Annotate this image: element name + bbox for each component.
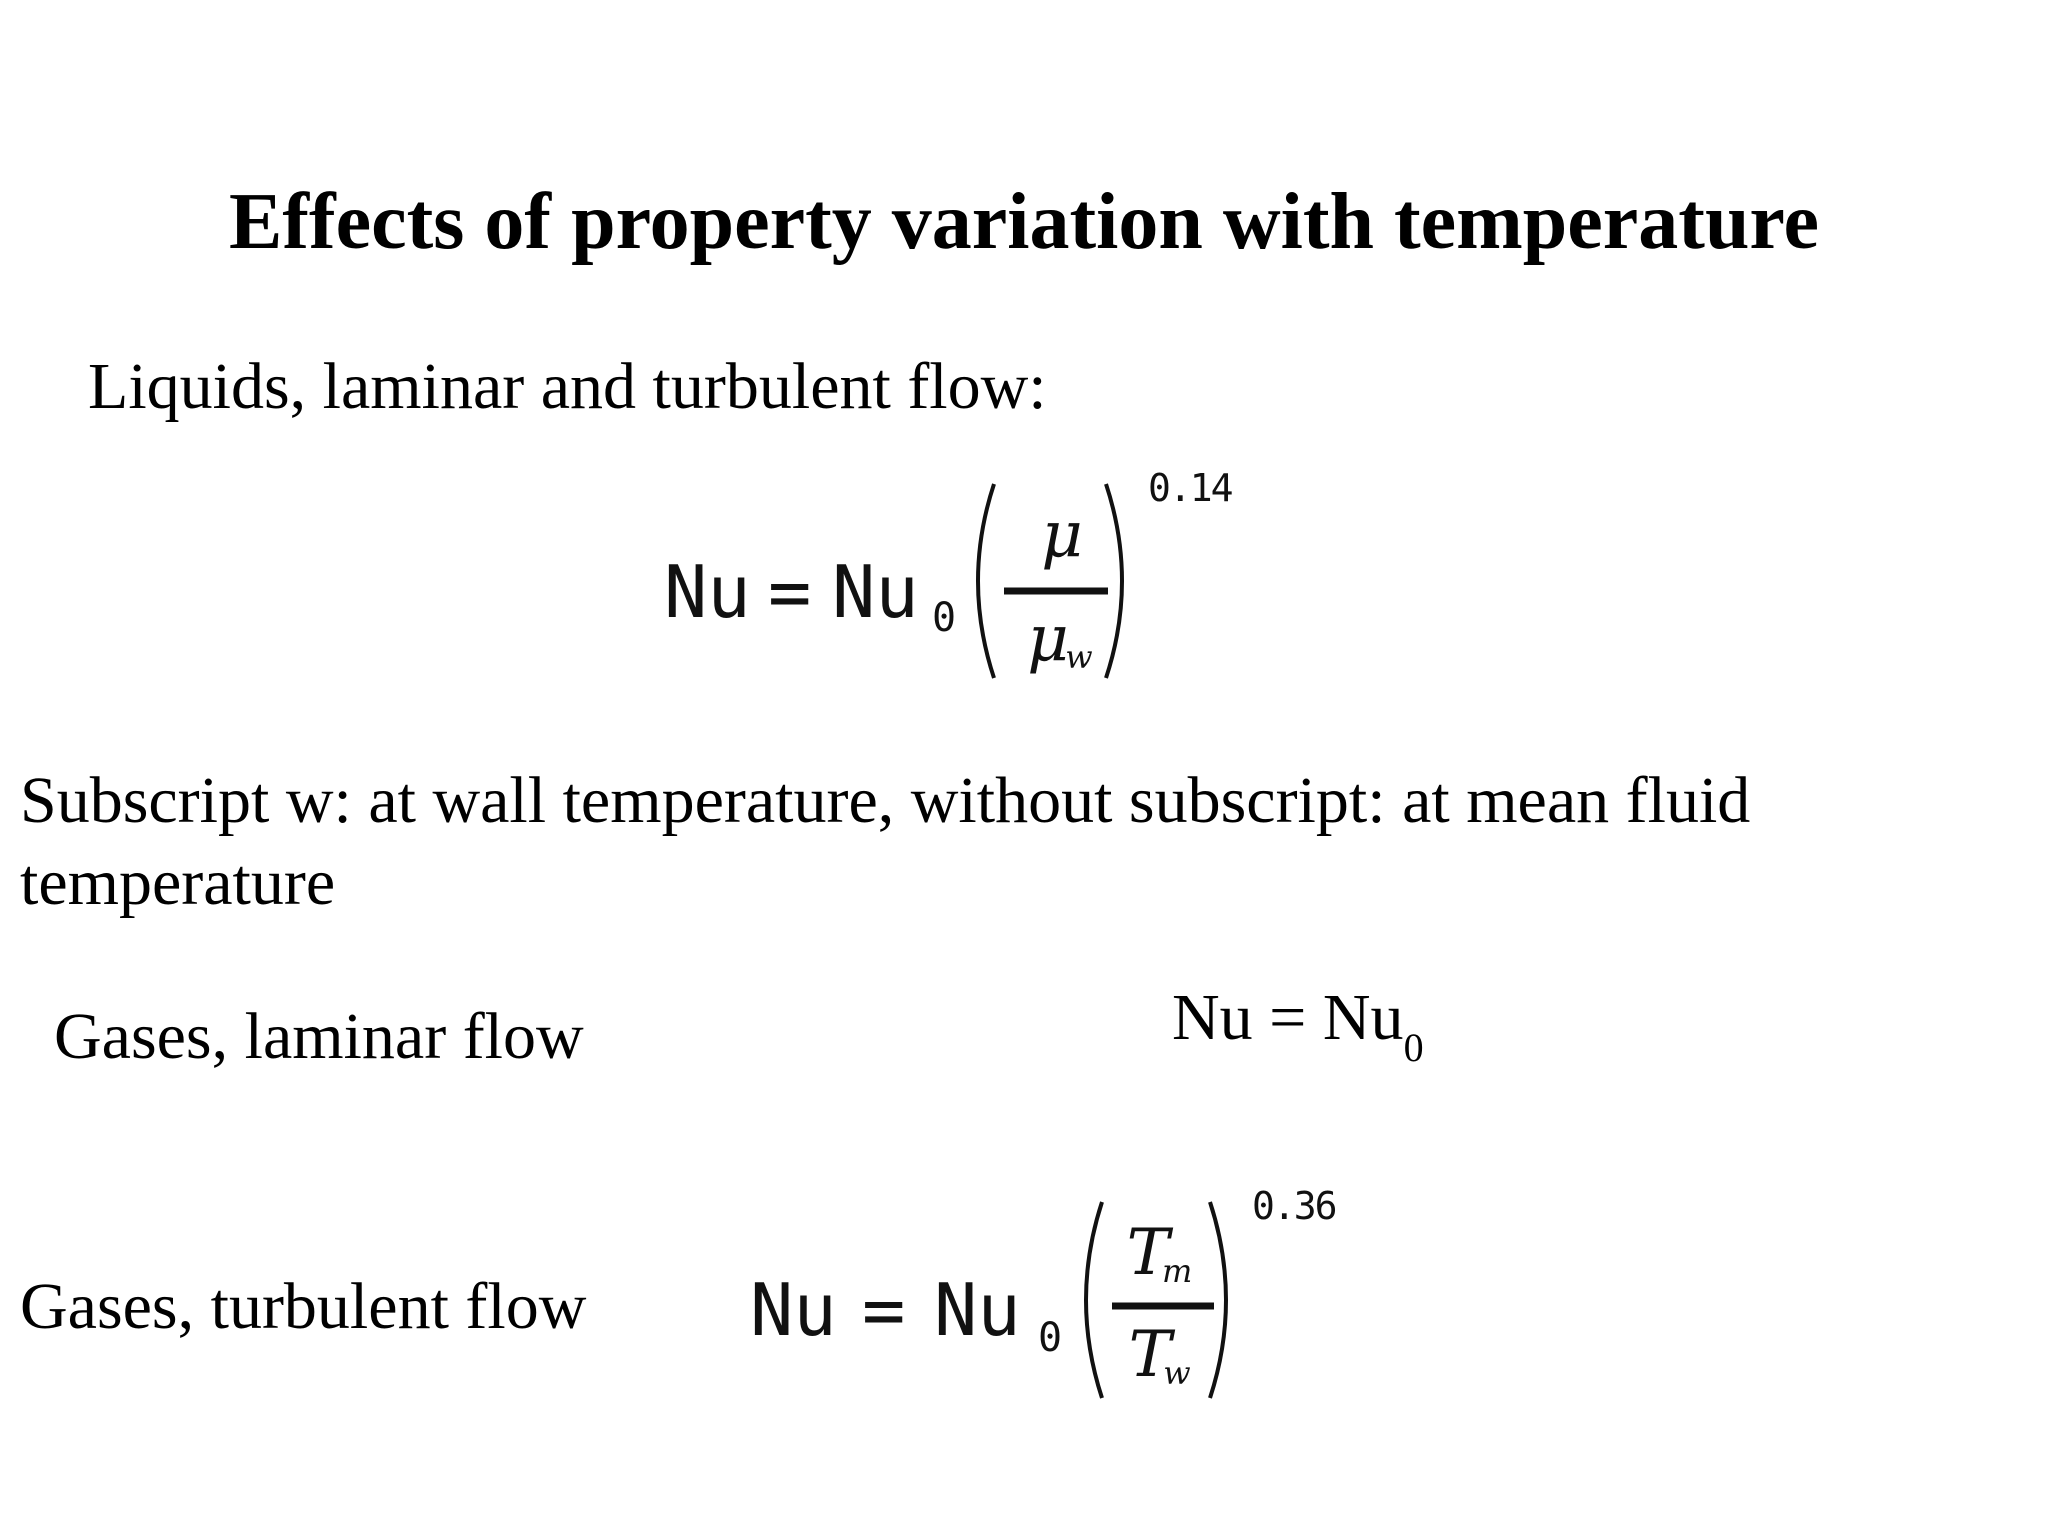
eq1-rhs: Nu xyxy=(832,550,919,634)
eq3-numerator: T xyxy=(1126,1216,1170,1290)
liquids-heading: Liquids, laminar and turbulent flow: xyxy=(88,350,1047,423)
eq1-numerator: μ xyxy=(1041,498,1083,572)
eq3-denominator-subscript: w xyxy=(1163,1354,1191,1392)
slide-title: Effects of property variation with temperature xyxy=(229,178,1819,266)
eq3-subscript: 0 xyxy=(1038,1315,1063,1361)
eq2-text: Nu = Nu xyxy=(1172,981,1404,1054)
eq1-denominator-subscript: w xyxy=(1065,638,1093,676)
eq1-subscript: 0 xyxy=(932,595,957,641)
eq2-subscript: 0 xyxy=(1403,1025,1424,1070)
eq1-denominator: μ xyxy=(1027,602,1069,676)
eq1-lhs: Nu xyxy=(664,550,751,634)
eq3-equals: = xyxy=(862,1268,906,1352)
subscript-note-line1: Subscript w: at wall temperature, without subscript: at mean fluid xyxy=(20,764,1751,837)
eq1-exponent: 0.14 xyxy=(1148,466,1232,510)
eq3-exponent: 0.36 xyxy=(1252,1184,1336,1228)
eq3-rhs: Nu xyxy=(934,1268,1021,1352)
eq3-lhs: Nu xyxy=(750,1268,837,1352)
subscript-note-line2: temperature xyxy=(20,846,336,919)
gases-turbulent-label: Gases, turbulent flow xyxy=(20,1270,587,1343)
gases-laminar-label: Gases, laminar flow xyxy=(54,1000,584,1073)
eq1-equals: = xyxy=(768,550,812,634)
eq3-denominator: T xyxy=(1128,1318,1172,1392)
equation-gases-laminar xyxy=(1172,978,1424,1070)
eq3-numerator-subscript: m xyxy=(1162,1252,1193,1290)
